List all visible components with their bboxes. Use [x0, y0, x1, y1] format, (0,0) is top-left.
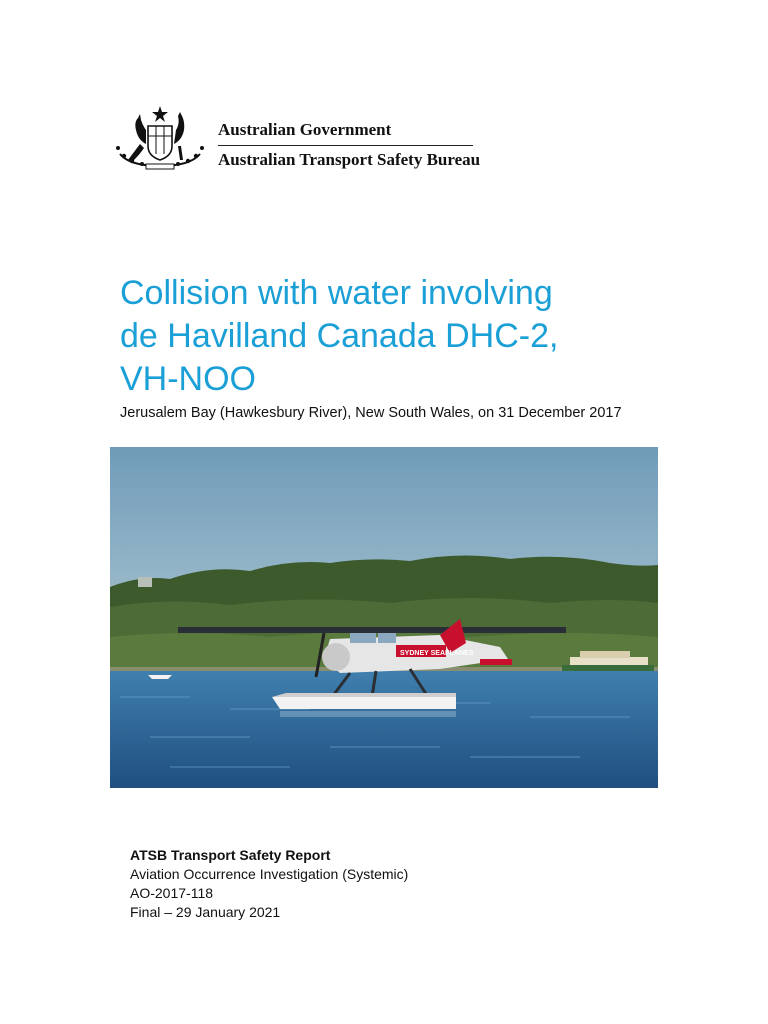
agency-name: Australian Transport Safety Bureau: [218, 150, 481, 169]
fuselage-lettering: SYDNEY SEAPLANES: [400, 650, 474, 657]
header-divider: [218, 145, 473, 146]
report-type: Aviation Occurrence Investigation (Systemic): [130, 866, 409, 882]
title-line: Collision with water involving: [120, 274, 553, 312]
report-status: Final – 29 January 2021: [130, 904, 281, 920]
report-info: [130, 846, 408, 922]
report-series: ATSB Transport Safety Report: [130, 847, 331, 863]
location-date: Jerusalem Bay (Hawkesbury River), New South Wales, on 31 December 2017: [120, 405, 622, 421]
title-line: VH-NOO: [120, 360, 256, 398]
cover-photo: [110, 447, 658, 788]
report-title: [120, 272, 680, 401]
government-logo: [110, 104, 480, 172]
title-line: de Havilland Canada DHC-2,: [120, 317, 559, 355]
report-number: AO-2017-118: [130, 885, 214, 901]
government-name: Australian Government: [218, 120, 392, 139]
coat-of-arms-icon: [110, 104, 210, 172]
